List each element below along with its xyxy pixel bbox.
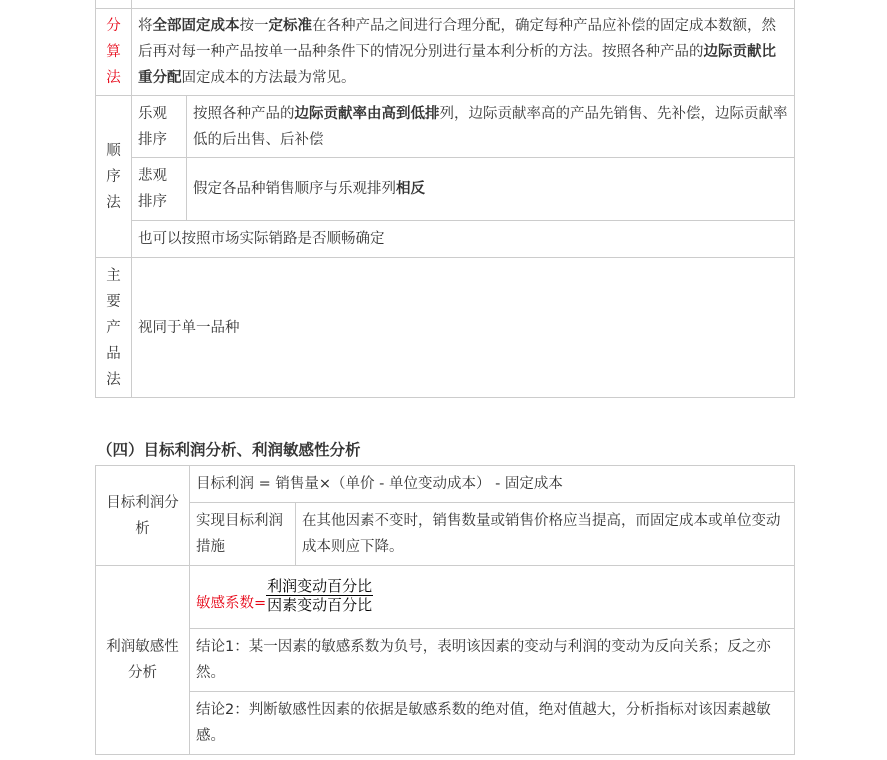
label-fen-suan-fa: 分 算 法 bbox=[96, 9, 132, 96]
content-optimistic: 按照各种产品的边际贡献率由高到低排列，边际贡献率高的产品先销售、先补偿，边际贡献率低的后出售、后补偿 bbox=[187, 96, 795, 158]
section-heading: （四）目标利润分析、利润敏感性分析 bbox=[97, 441, 361, 459]
profit-analysis-table bbox=[95, 465, 795, 755]
row-target-measures bbox=[96, 503, 795, 566]
label-target-measures: 实现目标利润措施 bbox=[190, 503, 296, 566]
content-target-measures: 在其他因素不变时，销售数量或销售价格应当提高，而固定成本或单位变动成本则应下降。 bbox=[296, 503, 795, 566]
row-conclusion-2 bbox=[96, 692, 795, 755]
label-pessimistic: 悲观 排序 bbox=[132, 158, 187, 221]
content-fen-suan-fa: 将全部固定成本按一定标准在各种产品之间进行合理分配，确定每种产品应补偿的固定成本数额，然后再对每一种产品按单一品种条件下的情况分别进行量本利分析的方法。按照各种产品的边际贡献比重分配固定成本的方法最为常见。 bbox=[132, 9, 795, 96]
fraction-denominator: 因素变动百分比 bbox=[267, 596, 373, 615]
row-pessimistic bbox=[96, 158, 795, 221]
sensitivity-fraction bbox=[266, 577, 373, 614]
label-zhu-yao-chan-pin-fa: 主 要 产 品 法 bbox=[96, 258, 132, 398]
label-target-profit: 目标利润分析 bbox=[96, 466, 190, 566]
row-top-stub bbox=[96, 0, 795, 9]
row-optimistic bbox=[96, 96, 795, 158]
sensitivity-coef-label: 敏感系数= bbox=[196, 595, 267, 612]
content-zhu-yao-chan-pin-fa: 视同于单一品种 bbox=[132, 258, 795, 398]
cost-allocation-table bbox=[95, 0, 795, 398]
conclusion-2: 结论2：判断敏感性因素的依据是敏感系数的绝对值，绝对值越大，分析指标对该因素越敏感。 bbox=[190, 692, 795, 755]
label-shun-xu-fa: 顺 序 法 bbox=[96, 96, 132, 258]
row-fen-suan-fa bbox=[96, 9, 795, 96]
row-conclusion-1 bbox=[96, 629, 795, 692]
label-sensitivity: 利润敏感性分析 bbox=[96, 566, 190, 755]
fraction-numerator: 利润变动百分比 bbox=[267, 577, 373, 596]
label-optimistic: 乐观 排序 bbox=[132, 96, 187, 158]
row-market-note bbox=[96, 221, 795, 258]
target-profit-formula: 目标利润 = 销售量×（单价 - 单位变动成本） - 固定成本 bbox=[190, 466, 795, 503]
content-market-note: 也可以按照市场实际销路是否顺畅确定 bbox=[132, 221, 795, 258]
conclusion-1: 结论1：某一因素的敏感系数为负号，表明该因素的变动与利润的变动为反向关系；反之亦然。 bbox=[190, 629, 795, 692]
row-zhu-yao-chan-pin-fa bbox=[96, 258, 795, 398]
content-pessimistic: 假定各品种销售顺序与乐观排列相反 bbox=[187, 158, 795, 221]
row-sensitivity-formula bbox=[96, 566, 795, 629]
row-target-formula bbox=[96, 466, 795, 503]
sensitivity-formula bbox=[190, 566, 795, 629]
